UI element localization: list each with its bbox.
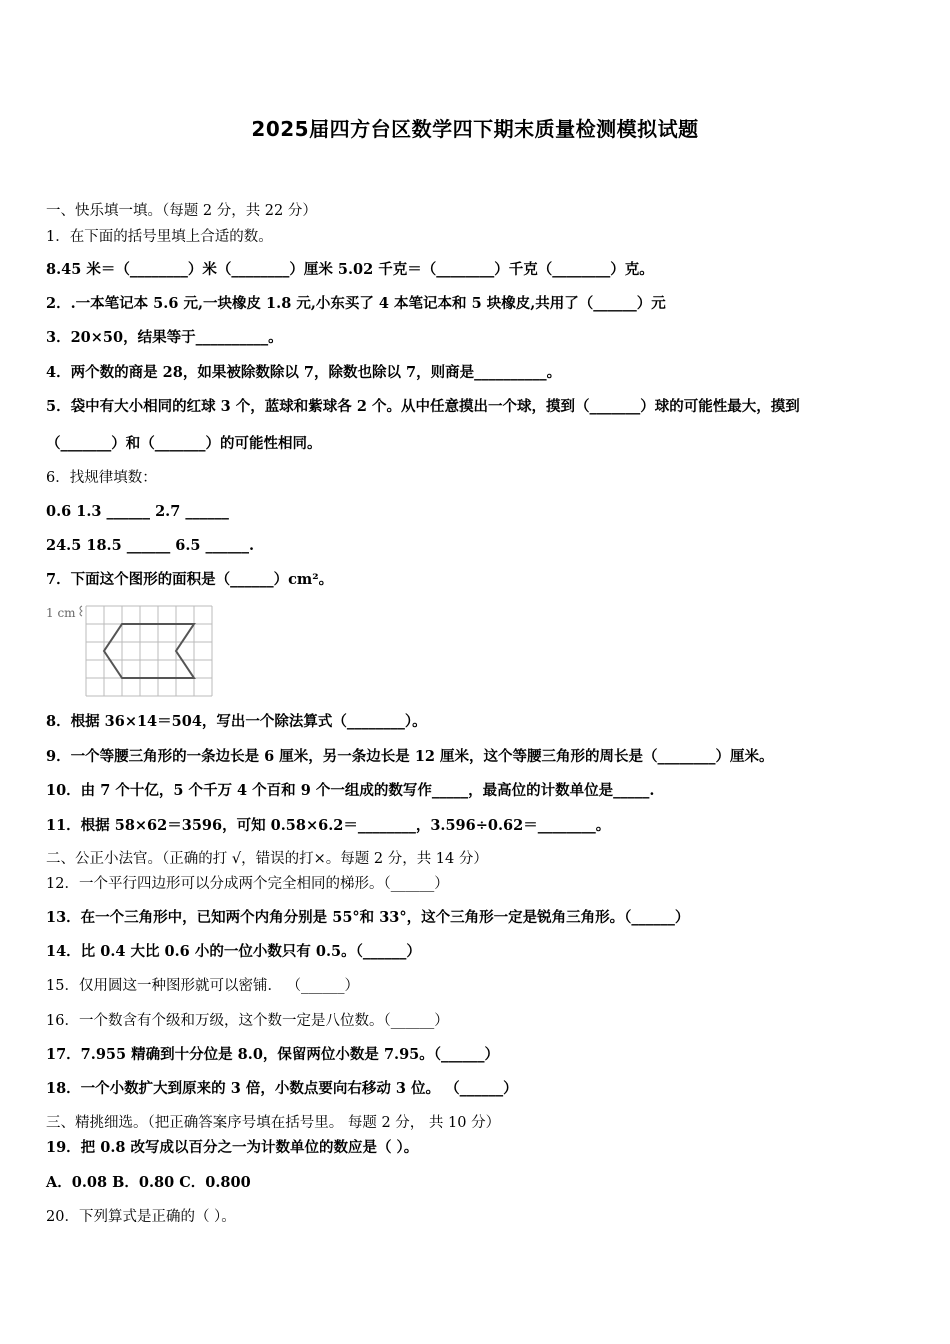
question-1-content: 8.45 米＝（________）米（________）厘米 5.02 千克＝（________）千克（________）克。 — [46, 261, 654, 278]
question-6: 6．找规律填数： — [46, 470, 157, 486]
question-7: 7．下面这个图形的面积是（______）cm²。 — [46, 571, 334, 588]
scale-label: 1 cm — [46, 606, 76, 620]
question-13: 13．在一个三角形中，已知两个内角分别是 55°和 33°，这个三角形一定是锐角三角形。（______） — [46, 909, 690, 926]
question-12: 12．一个平行四边形可以分成两个完全相同的梯形。（______） — [46, 876, 449, 892]
question-1: 1．在下面的括号里填上合适的数。 — [46, 229, 273, 245]
question-18: 18．一个小数扩大到原来的 3 倍，小数点要向右移动 3 位。 （______） — [46, 1080, 518, 1097]
scale-brace — [80, 606, 82, 616]
question-4: 4．两个数的商是 28，如果被除数除以 7，除数也除以 7，则商是__________。 — [46, 364, 562, 381]
grid-figure — [46, 600, 226, 704]
question-15: 15．仅用圆这一种图形就可以密铺． （______） — [46, 978, 360, 994]
question-2: 2．.一本笔记本 5.6 元,一块橡皮 1.8 元,小东买了 4 本笔记本和 5 块橡皮,共用了（______）元 — [46, 295, 666, 312]
question-8: 8．根据 36×14＝504，写出一个除法算式（________）。 — [46, 713, 427, 730]
grid-figure-svg — [46, 600, 226, 700]
question-3: 3．20×50，结果等于__________。 — [46, 329, 283, 346]
question-10: 10．由 7 个十亿，5 个千万 4 个百和 9 个一组成的数写作_____，最高位的计数单位是_____. — [46, 782, 655, 799]
hexagon-shape — [104, 624, 194, 678]
question-19: 19．把 0.8 改写成以百分之一为计数单位的数应是（ ）。 — [46, 1139, 419, 1156]
question-16: 16．一个数含有个级和万级，这个数一定是八位数。（______） — [46, 1013, 449, 1029]
section-2-heading: 二、公正小法官。（正确的打 √，错误的打×。每题 2 分，共 14 分） — [46, 851, 488, 867]
section-3-heading: 三、精挑细选。（把正确答案序号填在括号里。 每题 2 分， 共 10 分） — [46, 1115, 501, 1131]
question-6-row-2: 24.5 18.5 ______ 6.5 ______. — [46, 537, 255, 554]
page-title: 2025届四方台区数学四下期末质量检测模拟试题 — [251, 117, 699, 141]
question-5: 5．袋中有大小相同的红球 3 个，蓝球和紫球各 2 个。从中任意摸出一个球，摸到（_______）球的可能性最大，摸到 — [46, 398, 800, 415]
question-5-continued: （_______）和（_______）的可能性相同。 — [46, 435, 322, 452]
question-17: 17．7.955 精确到十分位是 8.0，保留两位小数是 7.95。（______） — [46, 1046, 500, 1063]
question-9: 9．一个等腰三角形的一条边长是 6 厘米，另一条边长是 12 厘米，这个等腰三角形的周长是（________）厘米。 — [46, 748, 774, 765]
question-14: 14．比 0.4 大比 0.6 小的一位小数只有 0.5。（______） — [46, 943, 421, 960]
question-20: 20．下列算式是正确的（ ）。 — [46, 1209, 236, 1225]
question-11: 11．根据 58×62＝3596，可知 0.58×6.2＝________，3.596÷0.62＝________。 — [46, 817, 611, 834]
question-6-row-1: 0.6 1.3 ______ 2.7 ______ — [46, 503, 229, 520]
section-1-heading: 一、快乐填一填。（每题 2 分，共 22 分） — [46, 203, 317, 219]
question-19-options: A．0.08 B．0.80 C．0.800 — [46, 1174, 251, 1191]
